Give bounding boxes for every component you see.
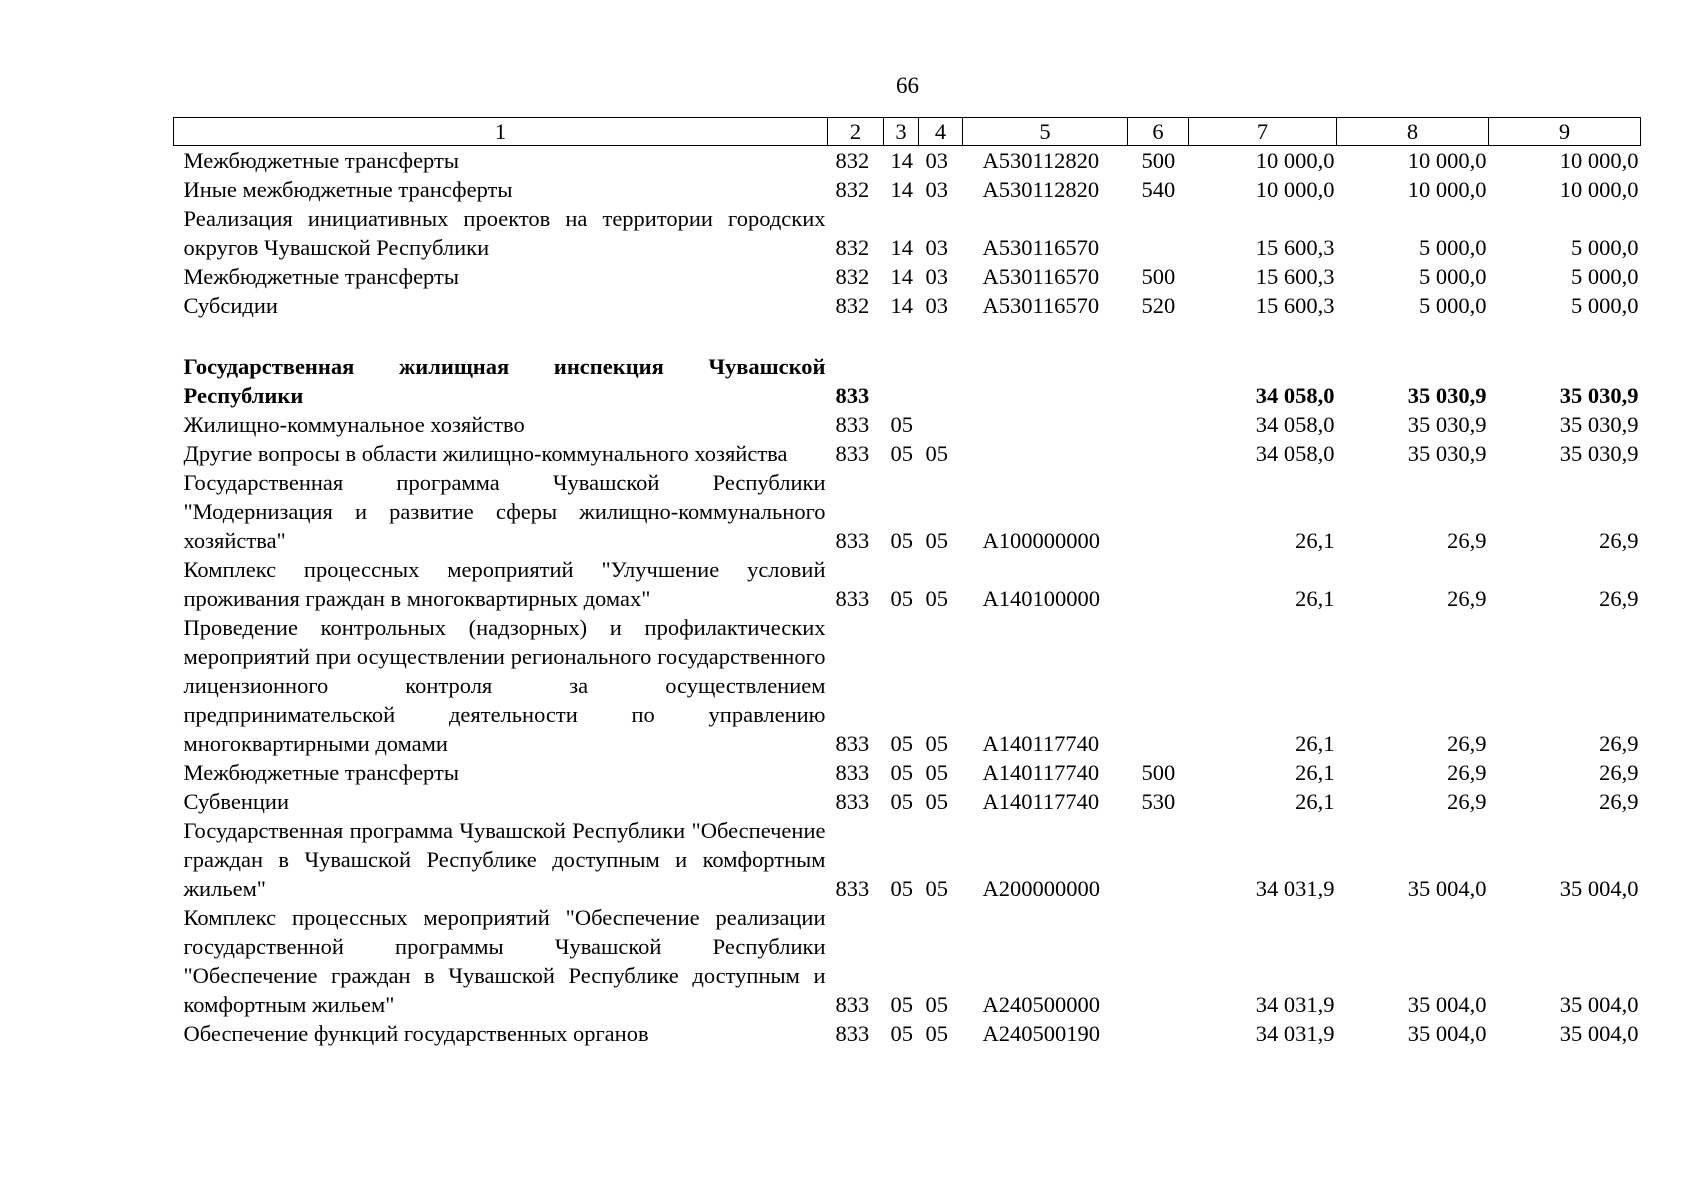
row-amount-col8: 35 004,0 [1407,992,1487,1017]
row-amount-col9: 5 000,0 [1571,264,1639,289]
row-amount-col7: 26,1 [1295,789,1335,814]
row-name: Реализация инициативных проектов на территории городских округов Чувашской Республики [183,206,826,260]
row-target-article: А530116570 [982,293,1100,318]
table-body [174,146,1641,1049]
row-amount-col9: 35 030,9 [1559,412,1639,437]
row-subsection-code: 05 [925,876,948,901]
row-ministry-code: 833 [835,441,870,466]
row-name: Межбюджетные трансферты [183,264,459,289]
row-target-article: А240500190 [982,1021,1100,1046]
row-target-article: А140117740 [982,789,1100,814]
row-amount-col9: 10 000,0 [1559,177,1639,202]
row-amount-col7: 26,1 [1295,586,1335,611]
row-ministry-code: 833 [835,1021,870,1046]
row-name: Обеспечение функций государственных органов [183,1021,649,1046]
row-amount-col9: 10 000,0 [1559,148,1639,173]
row-name: Государственная программа Чувашской Республики "Модернизация и развитие сферы жилищно-коммунального хозяйства" [183,470,826,553]
row-ministry-code: 833 [835,760,870,785]
row-amount-col8: 26,9 [1447,731,1487,756]
row-amount-col9: 35 030,9 [1559,441,1639,466]
row-ministry-code: 833 [835,412,870,437]
row-expense-type [1128,204,1189,262]
row-expense-type: 500 [1141,148,1176,173]
row-section-code: 14 [890,293,913,318]
row-amount-col7: 34 058,0 [1255,441,1335,466]
row-name: Проведение контрольных (надзорных) и профилактических мероприятий при осуществлении регионального государственного лицензионного контроля за осуществлением предпринимательской деятельности по управлению многоквартирными домами [183,615,826,756]
row-section-code: 05 [890,876,913,901]
column-number-row [174,118,1641,146]
row-amount-col8: 5 000,0 [1419,235,1487,260]
row-amount-col9: 35 004,0 [1559,876,1639,901]
row-amount-col9: 26,9 [1599,528,1639,553]
row-ministry-code: 833 [835,992,870,1017]
row-amount-col7: 34 031,9 [1255,1021,1335,1046]
row-name: Субвенции [183,789,289,814]
row-expense-type [1128,613,1189,758]
row-target-article: А200000000 [982,876,1100,901]
row-amount-col7: 34 058,0 [1255,412,1335,437]
row-target-article [963,410,1128,439]
table-row [174,352,1641,410]
row-expense-type: 520 [1141,293,1176,318]
row-amount-col9: 35 004,0 [1559,992,1639,1017]
column-header-3: 3 [884,118,919,146]
row-section-code: 05 [890,412,913,437]
row-amount-col9: 26,9 [1599,731,1639,756]
row-subsection-code [919,352,963,410]
row-amount-col9: 26,9 [1599,760,1639,785]
row-expense-type: 500 [1141,264,1176,289]
column-header-2: 2 [828,118,884,146]
row-section-code: 14 [890,148,913,173]
column-header-1: 1 [174,118,828,146]
spacer-cell [174,320,1641,352]
row-amount-col7: 34 058,0 [1255,383,1335,408]
row-name: Государственная программа Чувашской Республики "Обеспечение граждан в Чувашской Республике доступным и комфортным жильем" [183,818,826,901]
row-amount-col8: 10 000,0 [1407,177,1487,202]
row-section-code: 05 [890,1021,913,1046]
row-target-article: А240500000 [982,992,1100,1017]
row-amount-col9: 35 030,9 [1559,383,1639,408]
column-header-8: 8 [1337,118,1489,146]
row-amount-col8: 35 004,0 [1407,876,1487,901]
row-target-article: А140100000 [982,586,1100,611]
row-ministry-code: 833 [835,731,870,756]
table-row [174,1019,1641,1048]
row-subsection-code: 03 [925,293,948,318]
row-section-code: 05 [890,789,913,814]
row-section-code: 05 [890,586,913,611]
row-amount-col7: 15 600,3 [1255,235,1335,260]
row-subsection-code: 05 [925,441,948,466]
row-amount-col9: 26,9 [1599,789,1639,814]
row-expense-type [1128,410,1189,439]
table-row [174,758,1641,787]
row-section-code: 14 [890,264,913,289]
row-amount-col8: 35 030,9 [1407,412,1487,437]
table-row [174,204,1641,262]
row-amount-col7: 15 600,3 [1255,293,1335,318]
row-name: Государственная жилищная инспекция Чувашской Республики [183,354,826,408]
row-expense-type [1128,903,1189,1019]
table-row [174,410,1641,439]
table-row [174,468,1641,555]
row-name: Комплекс процессных мероприятий "Улучшение условий проживания граждан в многоквартирных домах" [183,557,826,611]
row-amount-col7: 34 031,9 [1255,876,1335,901]
row-amount-col8: 35 030,9 [1407,383,1487,408]
row-target-article: А530116570 [982,235,1100,260]
row-amount-col8: 35 004,0 [1407,1021,1487,1046]
row-ministry-code: 832 [835,264,870,289]
row-expense-type [1128,816,1189,903]
row-amount-col8: 26,9 [1447,586,1487,611]
row-name: Комплекс процессных мероприятий "Обеспечение реализации государственной программы Чувашской Республики "Обеспечение граждан в Чувашской Республике доступным и комфортным жильем" [183,905,826,1017]
row-ministry-code: 833 [835,586,870,611]
row-ministry-code: 832 [835,177,870,202]
column-header-6: 6 [1128,118,1189,146]
row-subsection-code: 03 [925,148,948,173]
column-header-9: 9 [1489,118,1641,146]
row-name: Межбюджетные трансферты [183,148,459,173]
row-section-code: 05 [890,731,913,756]
row-subsection-code: 03 [925,235,948,260]
table-row [174,903,1641,1019]
row-section-code: 14 [890,235,913,260]
row-expense-type: 530 [1141,789,1176,814]
row-amount-col9: 35 004,0 [1559,1021,1639,1046]
table-row [174,175,1641,204]
row-target-article: А530116570 [982,264,1100,289]
row-name: Другие вопросы в области жилищно-коммунального хозяйства [183,441,788,466]
row-target-article: А530112820 [982,148,1100,173]
row-subsection-code: 05 [925,992,948,1017]
row-expense-type [1128,439,1189,468]
row-section-code [884,352,919,410]
row-section-code: 05 [890,760,913,785]
row-ministry-code: 833 [835,789,870,814]
row-subsection-code: 05 [925,586,948,611]
row-target-article: А140117740 [982,760,1100,785]
row-amount-col7: 34 031,9 [1255,992,1335,1017]
table-header [174,118,1641,146]
row-subsection-code: 03 [925,264,948,289]
table-spacer-row [174,320,1641,352]
row-name: Жилищно-коммунальное хозяйство [183,412,525,437]
row-expense-type [1128,1019,1189,1048]
row-expense-type: 540 [1141,177,1176,202]
row-section-code: 05 [890,992,913,1017]
column-header-5: 5 [963,118,1128,146]
row-expense-type: 500 [1141,760,1176,785]
row-amount-col8: 35 030,9 [1407,441,1487,466]
row-amount-col7: 26,1 [1295,760,1335,785]
row-ministry-code: 832 [835,235,870,260]
row-section-code: 14 [890,177,913,202]
row-name: Иные межбюджетные трансферты [183,177,513,202]
row-amount-col7: 15 600,3 [1255,264,1335,289]
row-amount-col7: 10 000,0 [1255,177,1335,202]
row-subsection-code: 03 [925,177,948,202]
row-ministry-code: 832 [835,148,870,173]
row-ministry-code: 833 [835,876,870,901]
row-target-article: А140117740 [982,731,1100,756]
row-ministry-code: 832 [835,293,870,318]
row-amount-col7: 26,1 [1295,528,1335,553]
row-subsection-code [919,410,963,439]
row-name: Субсидии [183,293,278,318]
row-subsection-code: 05 [925,528,948,553]
row-amount-col7: 26,1 [1295,731,1335,756]
row-expense-type [1128,555,1189,613]
table-row [174,262,1641,291]
row-expense-type [1128,352,1189,410]
table-row [174,613,1641,758]
row-amount-col9: 26,9 [1599,586,1639,611]
row-target-article [963,352,1128,410]
row-target-article: А530112820 [982,177,1100,202]
table-row [174,816,1641,903]
row-subsection-code: 05 [925,731,948,756]
row-amount-col8: 5 000,0 [1419,264,1487,289]
budget-table [173,117,1641,1048]
table-row [174,787,1641,816]
row-expense-type [1128,468,1189,555]
row-target-article [963,439,1128,468]
table-row [174,555,1641,613]
row-amount-col8: 5 000,0 [1419,293,1487,318]
row-amount-col9: 5 000,0 [1571,235,1639,260]
row-subsection-code: 05 [925,1021,948,1046]
column-header-7: 7 [1189,118,1337,146]
row-ministry-code: 833 [835,528,870,553]
table-row [174,291,1641,320]
table-row [174,146,1641,176]
row-amount-col8: 26,9 [1447,760,1487,785]
row-subsection-code: 05 [925,760,948,785]
column-header-4: 4 [919,118,963,146]
table-row [174,439,1641,468]
row-name: Межбюджетные трансферты [183,760,459,785]
row-subsection-code: 05 [925,789,948,814]
row-section-code: 05 [890,528,913,553]
row-amount-col9: 5 000,0 [1571,293,1639,318]
row-target-article: А100000000 [982,528,1100,553]
page-number: 66 [896,73,919,98]
row-amount-col8: 26,9 [1447,528,1487,553]
row-ministry-code: 833 [835,383,870,408]
row-amount-col7: 10 000,0 [1255,148,1335,173]
row-amount-col8: 26,9 [1447,789,1487,814]
row-amount-col8: 10 000,0 [1407,148,1487,173]
row-section-code: 05 [890,441,913,466]
